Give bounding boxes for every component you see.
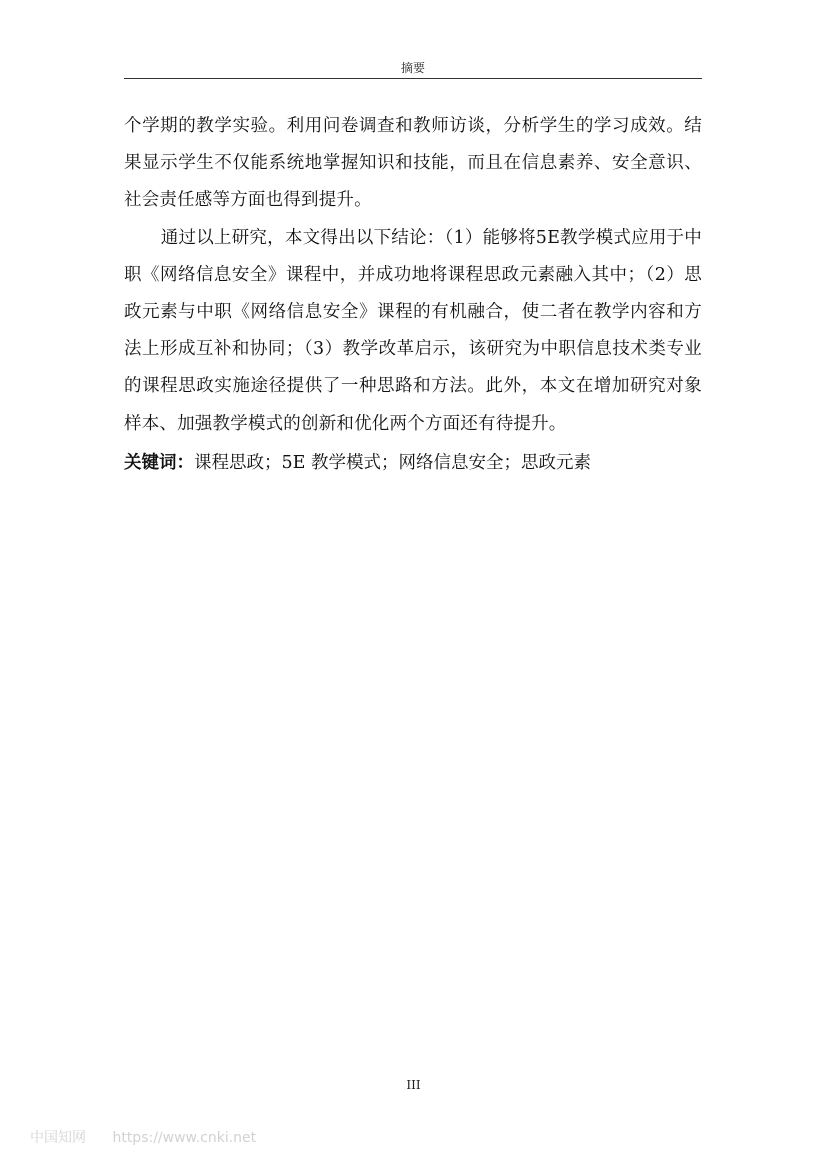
page-number: III — [406, 1078, 421, 1092]
keywords-label: 关键词： — [124, 452, 194, 473]
watermark-brand: 中国知网 — [30, 1130, 86, 1146]
watermark-url: https://www.cnki.net — [112, 1130, 257, 1146]
paragraph-conclusions: 通过以上研究，本文得出以下结论：（1）能够将5E教学模式应用于中职《网络信息安全》课程中，并成功地将课程思政元素融入其中；（2）思政元素与中职《网络信息安全》课程的有机融合，使二者在教学内容和方法上形成互补和协同；（3）教学改革启示，该研究为中职信息技术类专业的课程思政实施途径提供了一种思路和方法。此外，本文在增加研究对象样本、加强教学模式的创新和优化两个方面还有待提升。 — [124, 227, 702, 434]
header-rule — [124, 78, 702, 79]
running-header: 摘要 — [400, 61, 425, 75]
keywords-list: 课程思政；5E 教学模式；网络信息安全；思政元素 — [194, 452, 591, 473]
keywords-line — [124, 445, 702, 482]
watermark — [30, 1127, 256, 1147]
paragraph-continued: 个学期的教学实验。利用问卷调查和教师访谈，分析学生的学习成效。结果显示学生不仅能系统地掌握知识和技能，而且在信息素养、安全意识、社会责任感等方面也得到提升。 — [124, 116, 702, 211]
abstract-body — [124, 108, 702, 482]
